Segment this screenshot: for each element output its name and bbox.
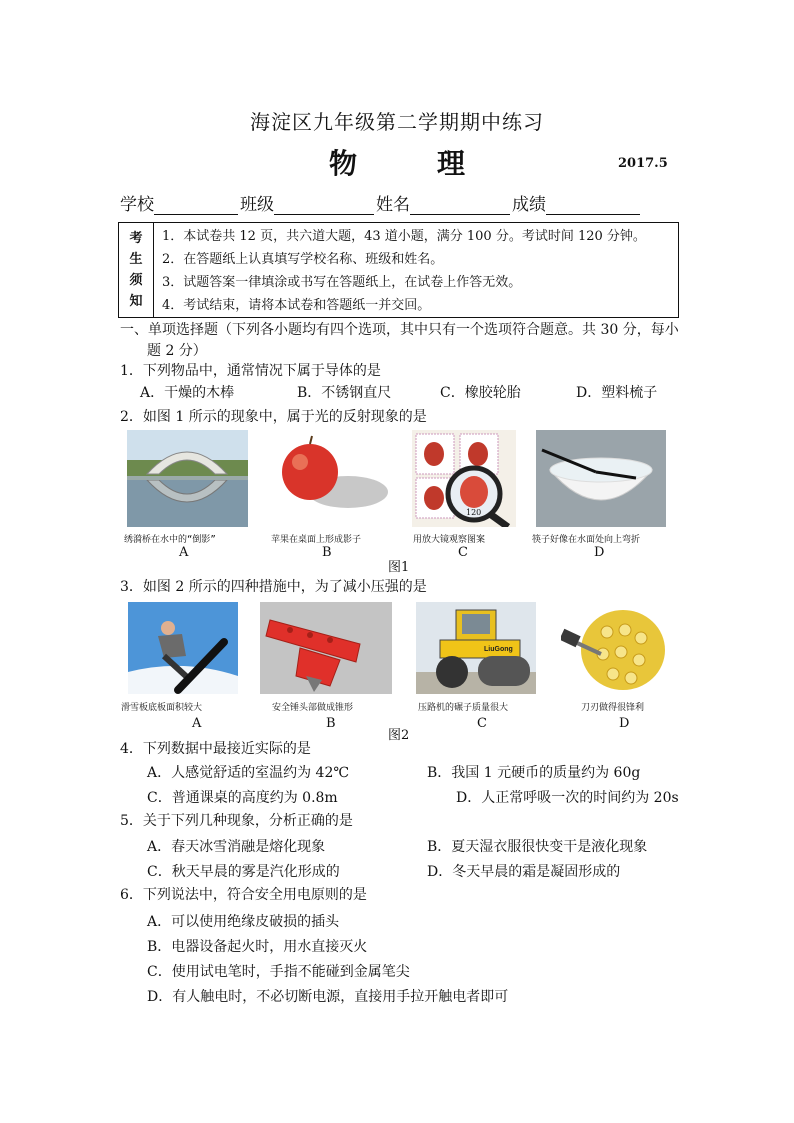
fig1-letter-c[interactable]: C — [458, 545, 468, 560]
q1-option-c[interactable]: C．橡胶轮胎 — [440, 385, 521, 401]
snowboard-photo — [128, 602, 238, 694]
fig2-caption-c: 压路机的碾子质量很大 — [418, 703, 509, 713]
q1-stem: 1．下列物品中，通常情况下属于导体的是 — [120, 363, 381, 379]
q5-option-a[interactable]: A．春天冰雪消融是熔化现象 — [147, 839, 326, 855]
fig2-letter-d[interactable]: D — [619, 716, 630, 731]
exam-notice-box — [118, 222, 679, 318]
q1-option-d[interactable]: D．塑料梳子 — [576, 385, 658, 401]
section-heading-cont: 题 2 分） — [147, 343, 207, 359]
q6-option-c[interactable]: C．使用试电笔时，手指不能碰到金属笔尖 — [147, 964, 410, 980]
q6-option-b[interactable]: B．电器设备起火时，用水直接灭火 — [147, 939, 368, 955]
subject-title — [0, 142, 794, 182]
stamp-value: 120 — [466, 508, 482, 517]
notice-line: 3．试题答案一律填涂或书写在答题纸上，在试卷上作答无效。 — [162, 275, 522, 290]
school-blank[interactable] — [154, 196, 238, 215]
name-label: 姓名 — [376, 195, 410, 215]
exam-title: 海淀区九年级第二学期期中练习 — [250, 110, 544, 134]
safety-hammer-photo — [260, 602, 392, 694]
q6-stem: 6．下列说法中，符合安全用电原则的是 — [120, 887, 367, 903]
q4-option-d[interactable]: D．人正常呼吸一次的时间约为 20s — [456, 790, 679, 806]
q2-stem: 2．如图 1 所示的现象中，属于光的反射现象的是 — [120, 409, 427, 425]
apple-shadow-photo — [268, 430, 392, 527]
q4-option-a[interactable]: A．人感觉舒适的室温约为 42℃ — [147, 765, 350, 781]
class-label: 班级 — [240, 195, 274, 215]
fig1-caption-d: 筷子好像在水面处向上弯折 — [532, 535, 641, 545]
student-info-fields — [120, 190, 642, 215]
q3-stem: 3．如图 2 所示的四种措施中，为了减小压强的是 — [120, 579, 427, 595]
score-blank[interactable] — [546, 196, 640, 215]
q1-option-b[interactable]: B．不锈钢直尺 — [297, 385, 392, 401]
subject-char-2: 理 — [437, 147, 466, 180]
bridge-reflection-photo — [127, 430, 248, 527]
q6-option-d[interactable]: D．有人触电时，不必切断电源，直接用手拉开触电者即可 — [147, 989, 509, 1005]
magnifier-stamp-photo — [412, 430, 516, 527]
section-heading: 一、单项选择题（下列各小题均有四个选项，其中只有一个选项符合题意。共 30 分，每小 — [120, 322, 679, 338]
q5-option-d[interactable]: D．冬天早晨的霜是凝固形成的 — [427, 864, 621, 880]
figure-2-label: 图2 — [388, 728, 410, 743]
roller-brand-logo: LiuGong — [484, 646, 513, 653]
q4-option-c[interactable]: C．普通课桌的高度约为 0.8m — [147, 790, 338, 806]
fig2-letter-a[interactable]: A — [192, 716, 202, 731]
score-label: 成绩 — [512, 195, 546, 215]
pineapple-knife-photo — [561, 602, 681, 694]
notice-line: 4．考试结束，请将本试卷和答题纸一并交回。 — [162, 298, 431, 313]
q1-option-a[interactable]: A．干燥的木棒 — [140, 385, 235, 401]
class-blank[interactable] — [274, 196, 374, 215]
notice-lines — [154, 223, 646, 317]
fig2-letter-c[interactable]: C — [477, 716, 487, 731]
school-label: 学校 — [120, 195, 154, 215]
road-roller-photo — [416, 602, 536, 694]
q6-option-a[interactable]: A．可以使用绝缘皮破损的插头 — [147, 914, 340, 930]
fig2-caption-a: 滑雪板底板面积较大 — [121, 703, 203, 713]
fig2-caption-d: 刀刃做得很锋利 — [581, 703, 645, 713]
notice-line: 1．本试卷共 12 页，共六道大题，43 道小题，满分 100 分。考试时间 120 分钟。 — [162, 229, 646, 244]
q5-option-b[interactable]: B．夏天湿衣服很快变干是液化现象 — [427, 839, 648, 855]
exam-date: 2017.5 — [618, 156, 668, 171]
subject-char-1: 物 — [328, 147, 357, 180]
q5-stem: 5．关于下列几种现象，分析正确的是 — [120, 813, 353, 829]
q5-option-c[interactable]: C．秋天早晨的雾是汽化形成的 — [147, 864, 340, 880]
fig1-letter-b[interactable]: B — [322, 545, 332, 560]
figure-1-label: 图1 — [388, 560, 410, 575]
fig2-caption-b: 安全锤头部做成锥形 — [272, 703, 354, 713]
chopsticks-bowl-photo — [536, 430, 666, 527]
fig2-letter-b[interactable]: B — [326, 716, 336, 731]
fig1-letter-d[interactable]: D — [594, 545, 605, 560]
q4-option-b[interactable]: B．我国 1 元硬币的质量约为 60g — [427, 765, 641, 781]
name-blank[interactable] — [410, 196, 510, 215]
fig1-caption-b: 苹果在桌面上形成影子 — [271, 535, 362, 545]
q4-stem: 4．下列数据中最接近实际的是 — [120, 741, 311, 757]
notice-line: 2．在答题纸上认真填写学校名称、班级和姓名。 — [162, 252, 444, 267]
fig1-caption-c: 用放大镜观察图案 — [413, 535, 486, 545]
fig1-caption-a: 绣漪桥在水中的“倒影” — [124, 535, 216, 545]
fig1-letter-a[interactable]: A — [179, 545, 189, 560]
notice-heading: 考 生 须 知 — [119, 223, 154, 317]
